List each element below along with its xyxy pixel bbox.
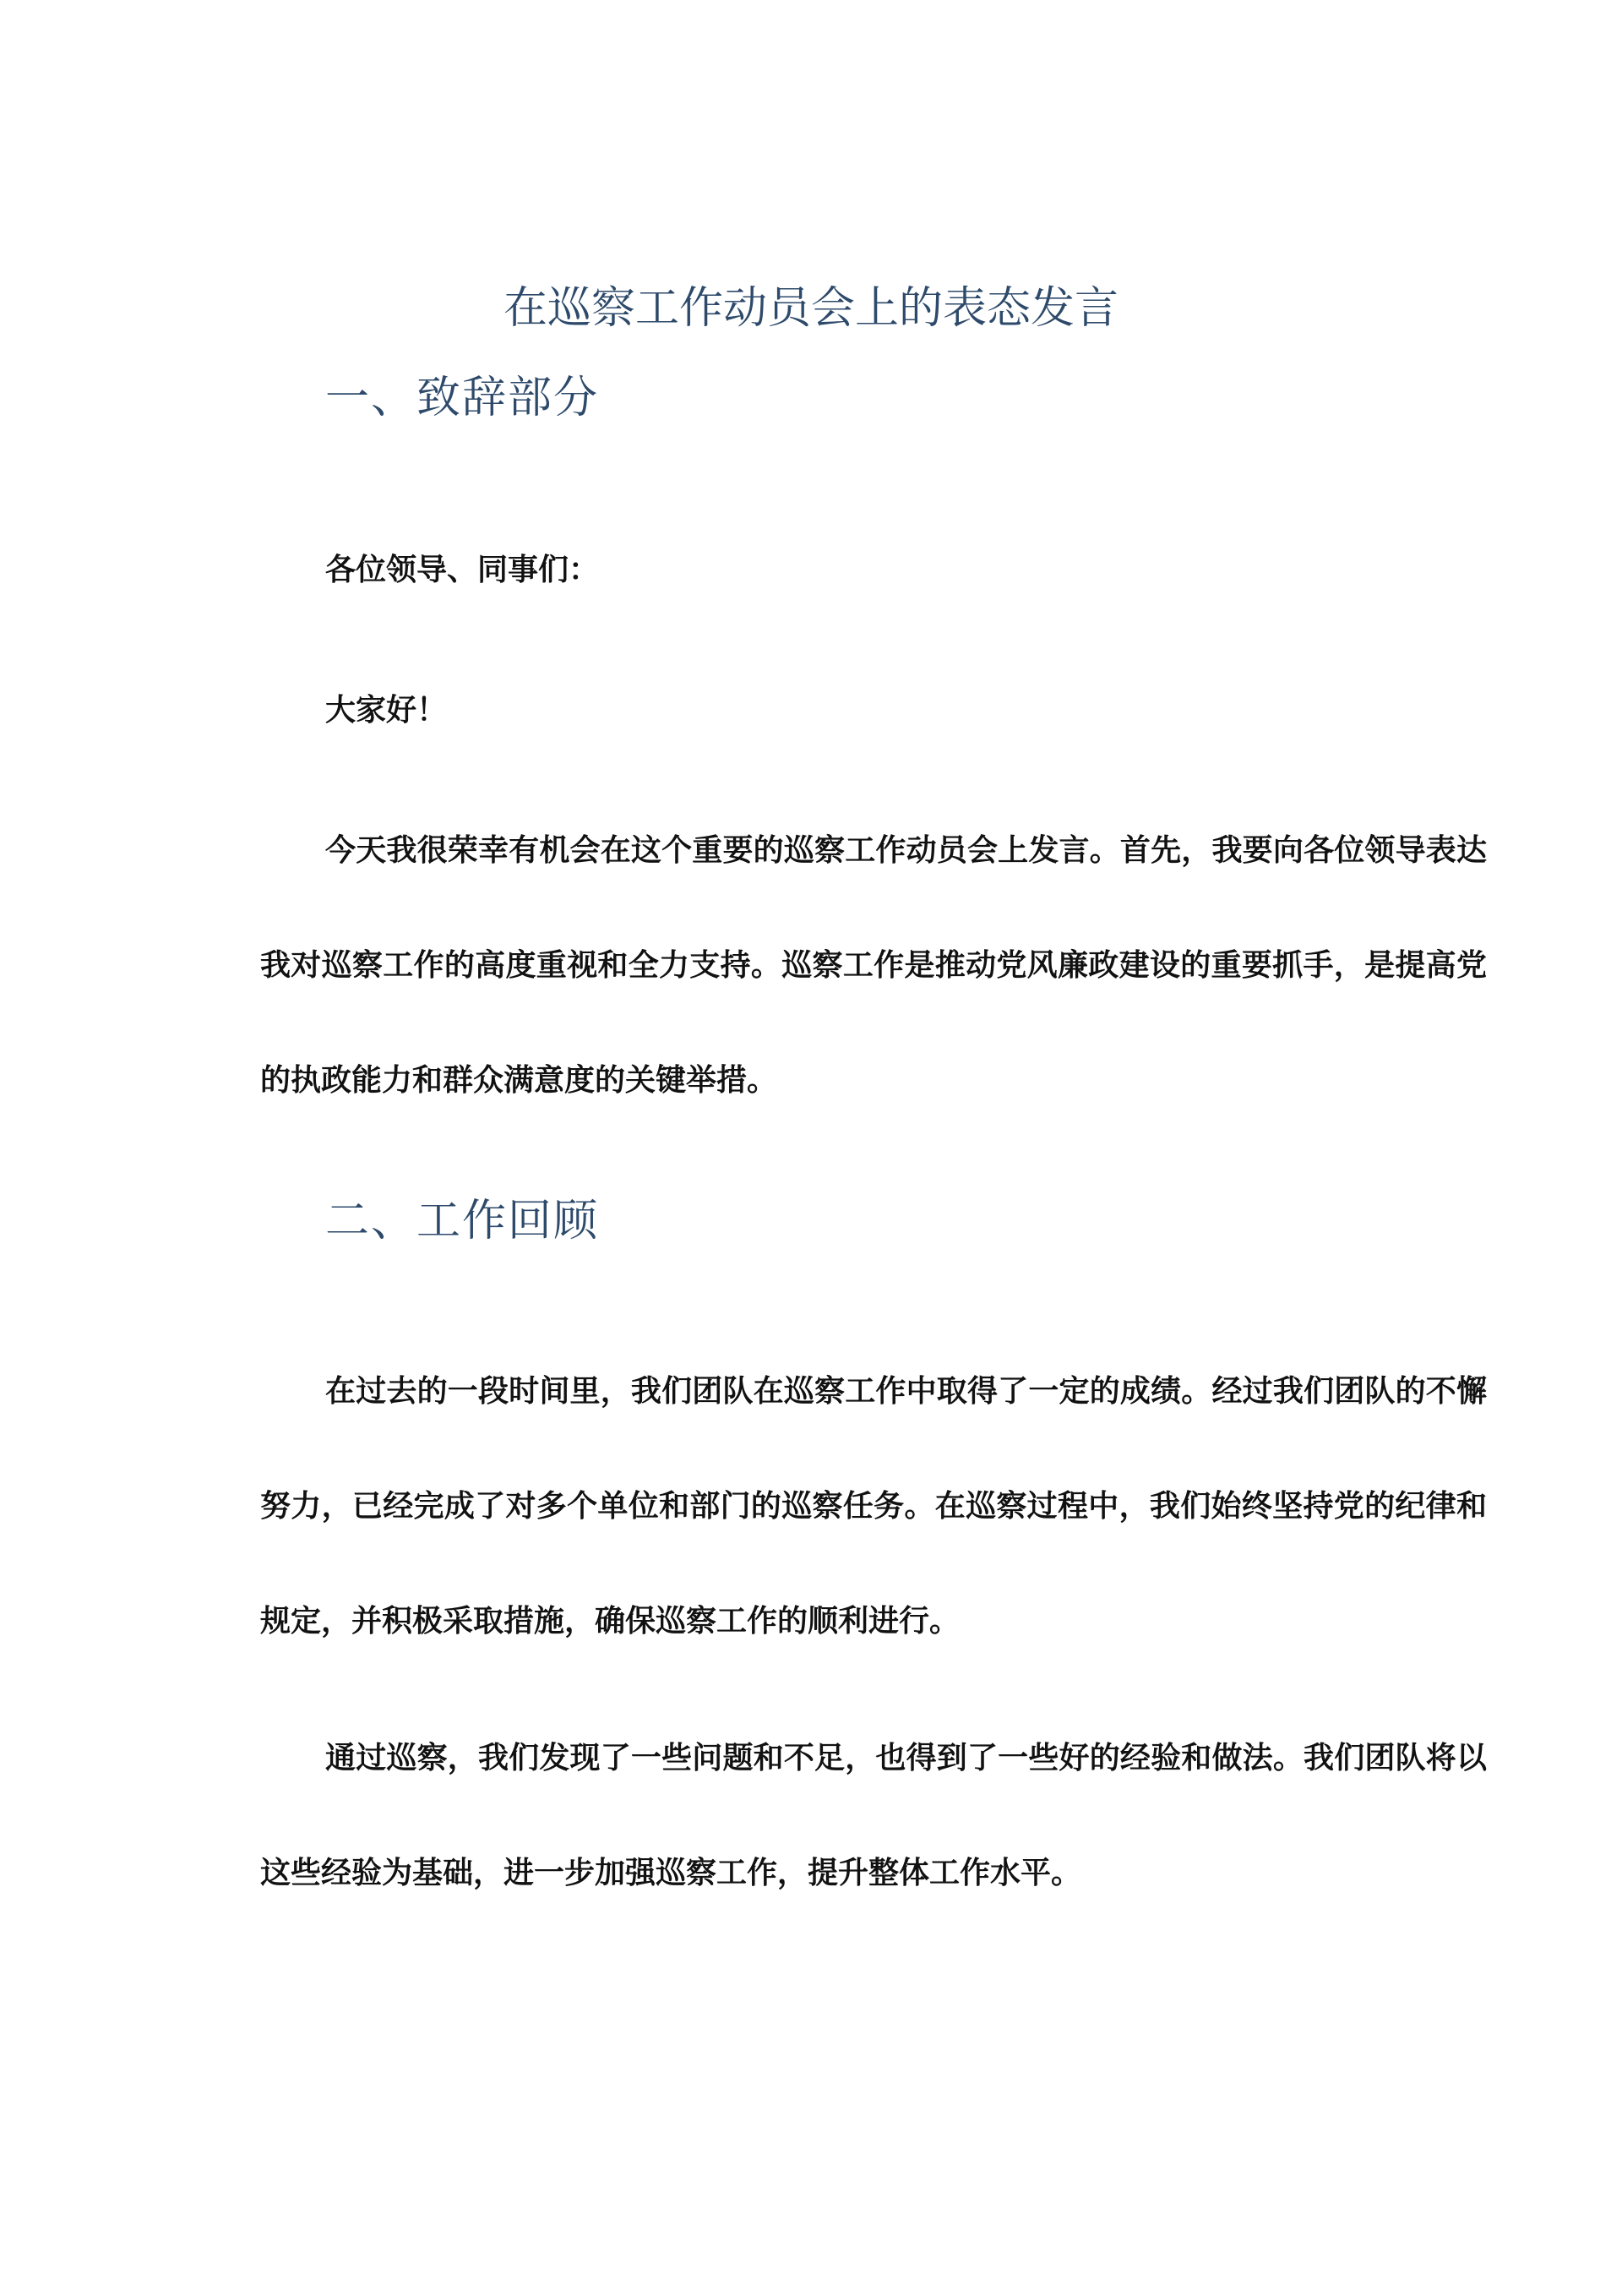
document-title: 在巡察工作动员会上的表态发言	[503, 283, 1119, 334]
paragraph-intro: 今天我很荣幸有机会在这个重要的巡察工作动员会上发言。首先，我要向各位领导表达我对巡察工作的高度重视和全力支持。巡察工作是推动党风廉政建设的重要抓手，是提高党的执政能力和群众满意度的关键举措。	[260, 832, 1487, 1098]
section-heading-greeting: 一、致辞部分	[325, 373, 600, 423]
paragraph-hello: 大家好！	[325, 692, 448, 728]
section-heading-review: 二、工作回顾	[325, 1196, 600, 1246]
paragraph-review-lessons: 通过巡察，我们发现了一些问题和不足，也得到了一些好的经验和做法。我们团队将以这些经验为基础，进一步加强巡察工作，提升整体工作水平。	[260, 1740, 1487, 1890]
paragraph-review-achievements: 在过去的一段时间里，我们团队在巡察工作中取得了一定的成绩。经过我们团队的不懈努力，已经完成了对多个单位和部门的巡察任务。在巡察过程中，我们始终坚持党的纪律和规定，并积极采取措施，确保巡察工作的顺利进行。	[260, 1373, 1487, 1639]
paragraph-salutation: 各位领导、同事们：	[325, 552, 600, 587]
